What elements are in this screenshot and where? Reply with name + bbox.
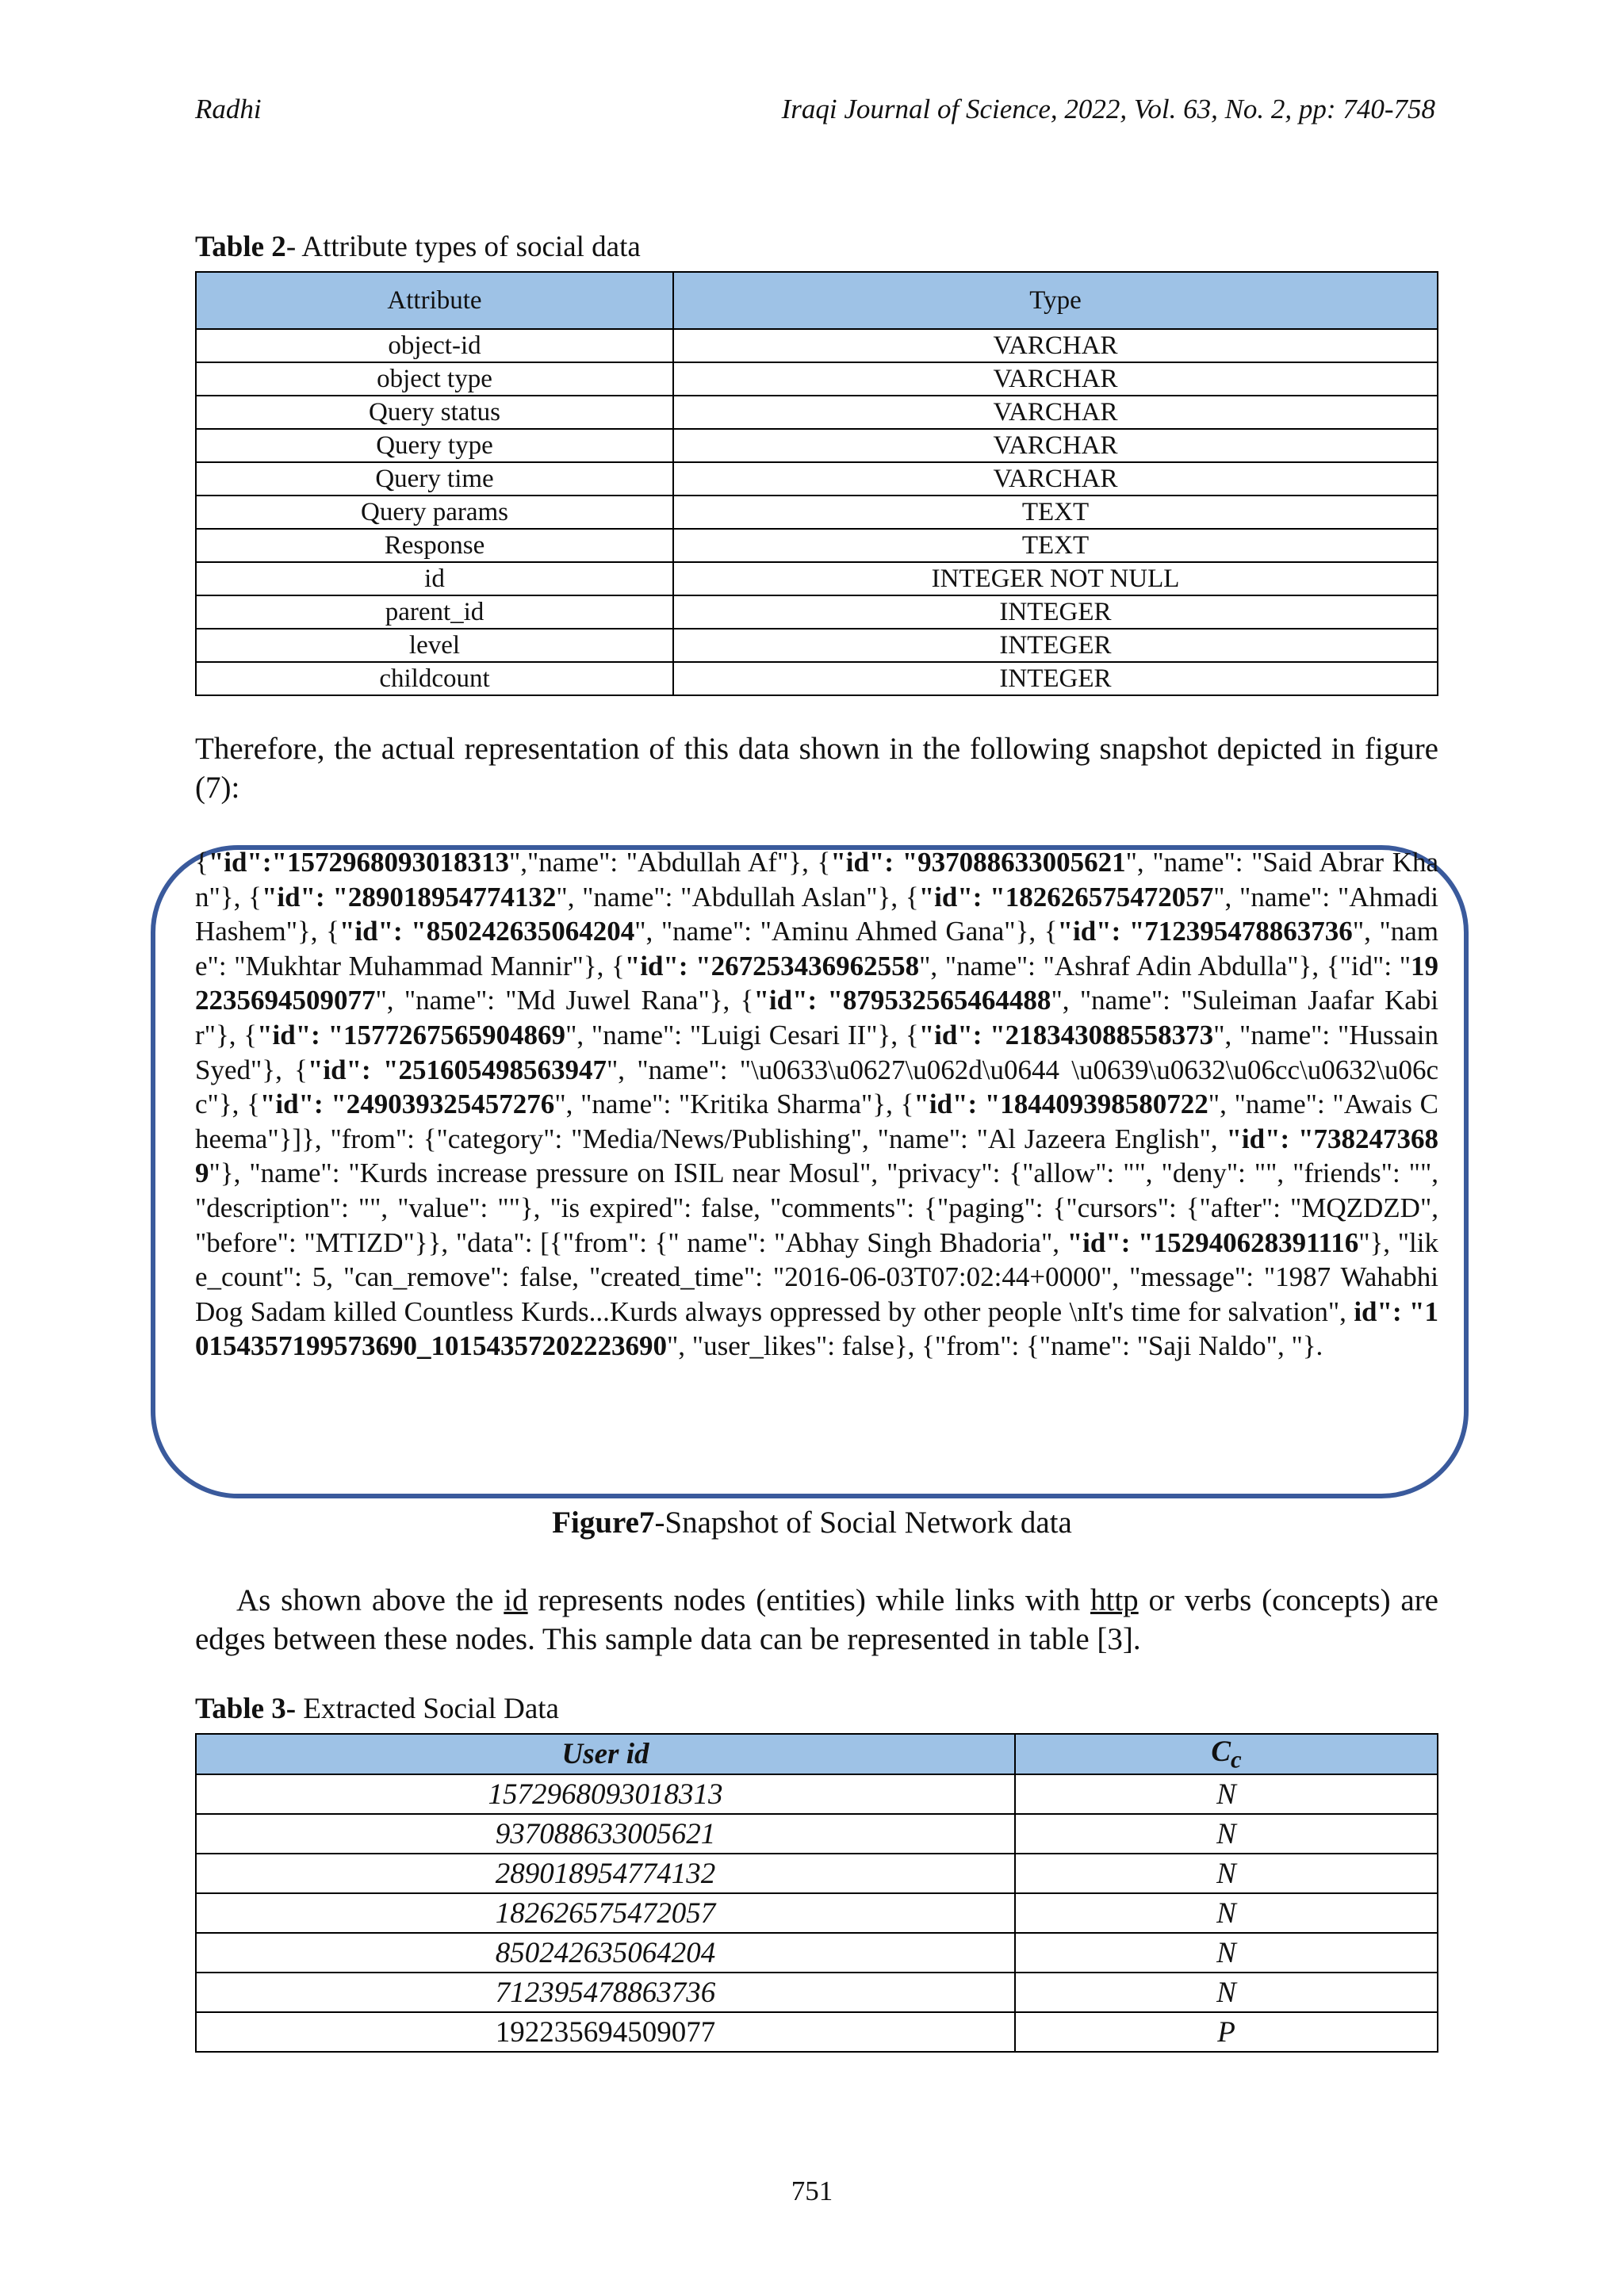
snapshot-id-bold: "id": "850242635064204 (339, 916, 635, 947)
table-row (196, 429, 1438, 462)
table3-cell-cc: N (1015, 1893, 1438, 1933)
table3-header-row (196, 1734, 1438, 1774)
snapshot-text-segment: "}, "like_count": 5, "can_remove": false, "created_time": "2016-06-03T07:02:44+0000", "message": "1987 Wahabhi Dog Sadam killed Countless Kurds...Kurds always oppressed by other people \nIt's time for salvation", (195, 1226, 1439, 1327)
table2-header-attribute: Attribute (196, 272, 673, 329)
snapshot-text-segment: ", "name": "\u0633\u0627\u062d\u0644 \u0639\u0632\u06cc\u0632\u06cc"}, { (195, 1054, 1439, 1120)
snapshot-text-segment: ", "name": "Hussain Syed"}, { (195, 1019, 1439, 1085)
table3-cell-user-id: 850242635064204 (196, 1933, 1015, 1973)
table2-cell-type: VARCHAR (673, 362, 1438, 396)
table3-cell-cc: N (1015, 1933, 1438, 1973)
table3-header-cc-sub: c (1231, 1746, 1242, 1774)
table2-cell-attribute: Query time (196, 462, 673, 496)
table-row (196, 595, 1438, 629)
table-row (196, 496, 1438, 529)
table3-cell-cc: N (1015, 1814, 1438, 1854)
table-row (196, 462, 1438, 496)
table2-cell-attribute: Query params (196, 496, 673, 529)
figure7-caption-label: Figure7 (552, 1506, 655, 1540)
table2-cell-attribute: Query status (196, 396, 673, 429)
table-row (196, 529, 1438, 562)
body-paragraph-explanation (195, 1581, 1438, 1659)
table2-caption-label: Table 2 (195, 231, 286, 263)
table2-caption (195, 230, 641, 264)
table3-cell-cc: P (1015, 2012, 1438, 2052)
snapshot-text-segment: ", "name": "Aminu Ahmed Gana"}, { (634, 916, 1058, 947)
table2-cell-type: VARCHAR (673, 396, 1438, 429)
snapshot-text-segment: ", "name": "Said Abrar Khan"}, { (195, 847, 1439, 913)
table2-cell-attribute: level (196, 629, 673, 662)
snapshot-text-segment: ", "name": "Kritika Sharma"}, { (554, 1089, 914, 1120)
table-row (196, 1854, 1438, 1893)
table2-cell-type: INTEGER (673, 629, 1438, 662)
snapshot-id-bold: "id": "182626575472057 (918, 881, 1214, 913)
table-row (196, 562, 1438, 595)
table-row (196, 329, 1438, 362)
table2 (195, 271, 1438, 696)
snapshot-id-bold: "id": "152940628391116 (1067, 1226, 1359, 1258)
page-number: 751 (791, 2175, 833, 2206)
snapshot-text-segment: ", "name": "Suleiman Jaafar Kabir"}, { (195, 985, 1438, 1050)
table3 (195, 1733, 1438, 2053)
table2-cell-attribute: object type (196, 362, 673, 396)
figure7-caption-text: -Snapshot of Social Network data (654, 1506, 1072, 1540)
snapshot-text-segment: ", "name": "Md Juwel Rana"}, { (375, 985, 754, 1016)
snapshot-text-segment: ", "name": "Ashraf Adin Abdulla"}, {"id": " (919, 950, 1411, 982)
table2-header-row (196, 272, 1438, 329)
snapshot-id-bold: "id": "249039325457276 (259, 1089, 555, 1120)
table3-cell-cc: N (1015, 1973, 1438, 2012)
snapshot-text-segment: ","name": "Abdullah Af"}, { (508, 847, 831, 878)
snapshot-id-bold: "id": "879532565464488 (753, 985, 1051, 1016)
table3-cell-user-id: 712395478863736 (196, 1973, 1015, 2012)
table-row (196, 629, 1438, 662)
table3-header-cc (1015, 1734, 1438, 1774)
snapshot-text-segment: ", "name": "Ahmadi Hashem"}, { (195, 881, 1439, 947)
snapshot-id-bold: "id": "267253436962558 (624, 950, 920, 982)
table3-cell-cc: N (1015, 1774, 1438, 1814)
table2-cell-type: TEXT (673, 529, 1438, 562)
snapshot-id-bold: id": "10154357199573690_10154357202223690 (195, 1295, 1438, 1362)
snapshot-id-bold: "id":"1572968093018313 (208, 847, 509, 878)
table3-cell-cc: N (1015, 1854, 1438, 1893)
snapshot-id-bold: "id": "251605498563947 (307, 1054, 607, 1085)
table3-cell-user-id: 192235694509077 (196, 2012, 1015, 2052)
table2-cell-type: INTEGER (673, 662, 1438, 695)
table2-cell-attribute: childcount (196, 662, 673, 695)
table2-caption-text: - Attribute types of social data (285, 231, 641, 263)
snapshot-json-text (195, 845, 1438, 1364)
para2-text-2: represents nodes (entities) while links with (527, 1583, 1090, 1617)
snapshot-id-bold: "id": "218343088558373 (918, 1019, 1214, 1050)
table2-cell-attribute: Response (196, 529, 673, 562)
table2-cell-type: TEXT (673, 496, 1438, 529)
para2-text-1: As shown above the (236, 1583, 504, 1617)
snapshot-id-bold: 192235694509077 (195, 950, 1439, 1016)
snapshot-id-bold: "id": "7382473689 (195, 1123, 1439, 1189)
table-row (196, 662, 1438, 695)
para2-underlined-id: id (504, 1583, 528, 1617)
table3-cell-user-id: 182626575472057 (196, 1893, 1015, 1933)
snapshot-text-segment: ", "name": "Mukhtar Muhammad Mannir"}, { (195, 916, 1439, 982)
snapshot-id-bold: "id": "712395478863736 (1057, 916, 1353, 947)
running-header-journal: Iraqi Journal of Science, 2022, Vol. 63, No. 2, pp: 740-758 (781, 94, 1435, 124)
table2-cell-type: VARCHAR (673, 462, 1438, 496)
table3-caption-text: Extracted Social Data (296, 1693, 559, 1725)
table3-header-user-id: User id (196, 1734, 1015, 1774)
table2-header-type: Type (673, 272, 1438, 329)
table3-header-cc-main: C (1211, 1735, 1231, 1768)
table2-cell-type: INTEGER (673, 595, 1438, 629)
snapshot-id-bold: "id": "1577267565904869 (257, 1019, 566, 1050)
table-row (196, 1933, 1438, 1973)
snapshot-text-segment: ", "name": "Luigi Cesari II"}, { (565, 1019, 919, 1050)
figure7-caption (0, 1505, 1624, 1540)
para2-text-3: or verbs (concepts) are edges between these nodes. This sample data can be represented in table [3]. (195, 1583, 1438, 1656)
table2-cell-type: VARCHAR (673, 329, 1438, 362)
table2-cell-attribute: id (196, 562, 673, 595)
snapshot-text-segment: ", "user_likes": false}, {"from": {"name": "Saji Naldo", "}. (667, 1330, 1323, 1362)
table2-cell-type: VARCHAR (673, 429, 1438, 462)
snapshot-id-bold: "id": "184409398580722 (914, 1089, 1208, 1120)
snapshot-text-segment: ", "name": "Abdullah Aslan"}, { (556, 881, 919, 913)
table2-cell-type: INTEGER NOT NULL (673, 562, 1438, 595)
snapshot-text-segment: "}, "name": "Kurds increase pressure on ISIL near Mosul", "privacy": {"allow": "", "deny": "", "friends": "", "description": "", "value": ""}, "is expired": false, "comments": {"paging": {"cursors": {"after": "MQZDZD", "before": "MTIZD"}}, "data": [{"from": {" name": "Abhay Singh Bhadoria", (195, 1158, 1438, 1258)
body-paragraph-intro: Therefore, the actual representation of this data shown in the following snapshot depicted in figure (7): (195, 732, 1438, 805)
table3-caption-label: Table 3- (195, 1693, 297, 1725)
table-row (196, 1973, 1438, 2012)
table-row (196, 1893, 1438, 1933)
table2-cell-attribute: object-id (196, 329, 673, 362)
table-row (196, 2012, 1438, 2052)
snapshot-id-bold: "id": "289018954774132 (261, 881, 557, 913)
snapshot-text-segment: { (195, 847, 209, 878)
table-row (196, 396, 1438, 429)
snapshot-id-bold: "id": "937088633005621 (830, 847, 1126, 878)
table3-cell-user-id: 937088633005621 (196, 1814, 1015, 1854)
snapshot-text-segment: ", "name": "Awais Cheema"}]}, "from": {"category": "Media/News/Publishing", "name": "Al Jazeera English", (195, 1089, 1439, 1154)
table2-cell-attribute: Query type (196, 429, 673, 462)
table-row (196, 362, 1438, 396)
table3-cell-user-id: 1572968093018313 (196, 1774, 1015, 1814)
table-row (196, 1814, 1438, 1854)
para2-underlined-http: http (1090, 1583, 1139, 1617)
table3-caption (195, 1692, 559, 1726)
running-header-author: Radhi (195, 94, 262, 124)
table-row (196, 1774, 1438, 1814)
table3-cell-user-id: 289018954774132 (196, 1854, 1015, 1893)
table2-cell-attribute: parent_id (196, 595, 673, 629)
